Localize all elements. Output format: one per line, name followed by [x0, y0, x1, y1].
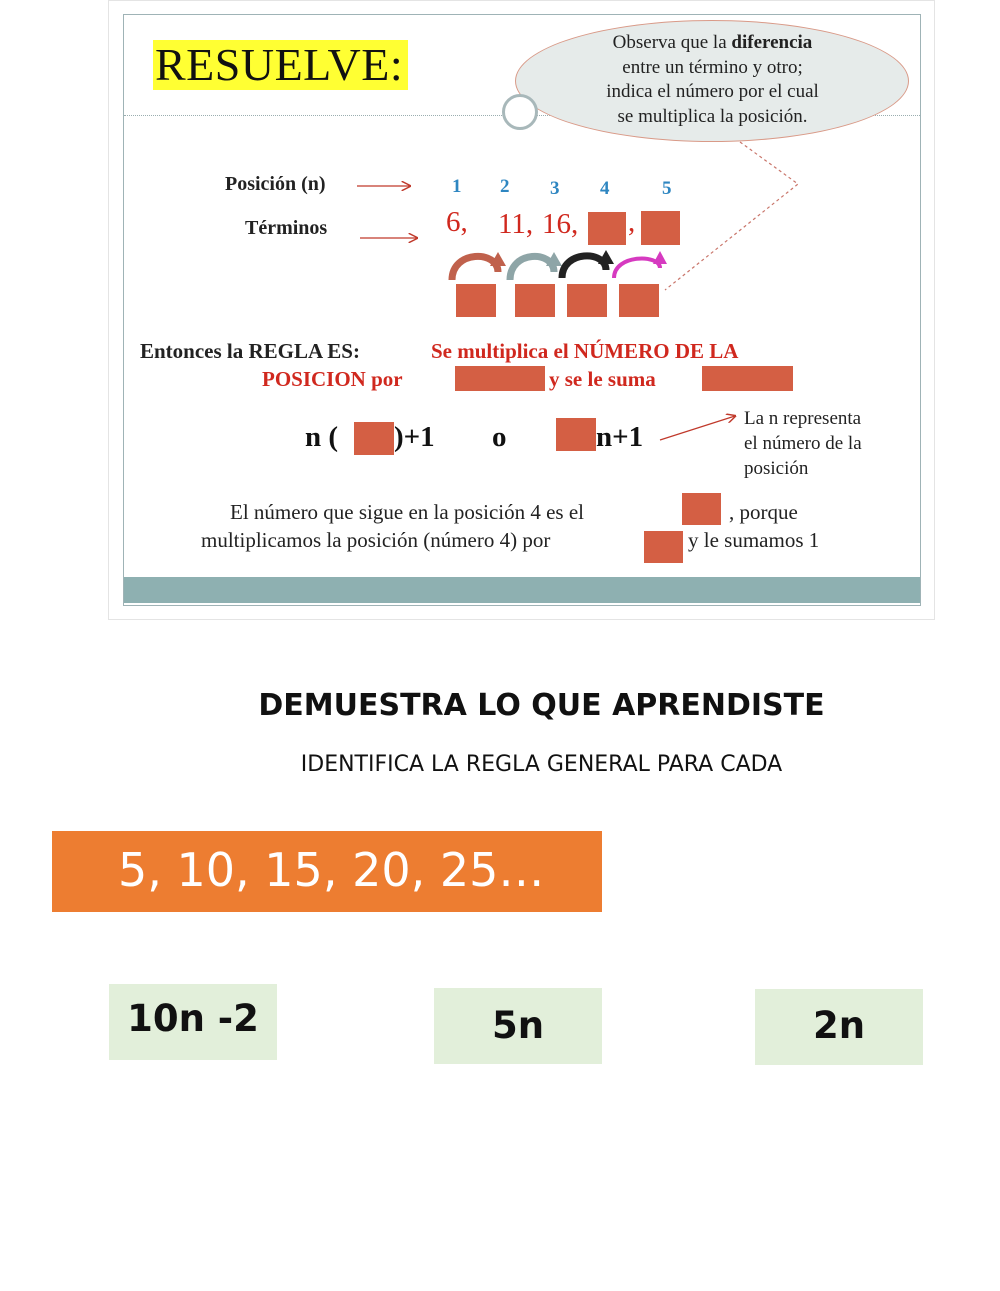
formula-a-left: n (	[305, 421, 339, 453]
rule-text: Se multiplica el NÚMERO DE LA	[431, 339, 739, 363]
position-number: 4	[600, 178, 610, 199]
sequence-text: 5, 10, 15, 20, 25…	[118, 843, 545, 897]
curve-arrow-4	[614, 259, 660, 278]
answer-blank-multiplier[interactable]	[455, 366, 545, 391]
formula-a-right: )+1	[394, 421, 435, 453]
rule-text: POSICION por	[262, 367, 403, 391]
rule-label: Entonces la REGLA ES:	[140, 339, 360, 363]
answer-blank-difference[interactable]	[619, 284, 659, 317]
slide-title: RESUELVE:	[155, 39, 404, 90]
bubble-text: Observa que la diferencia entre un término y otro; indica el número por el cual se multiplica la posición.	[606, 32, 819, 127]
answer-blank-next-term[interactable]	[682, 493, 721, 525]
curve-arrow-2	[510, 256, 554, 280]
term-value: 6,	[446, 206, 468, 238]
section-heading: DEMUESTRA LO QUE APRENDISTE	[258, 688, 825, 723]
answer-blank-term4[interactable]	[588, 212, 626, 245]
sentence-line-2-end: y le sumamos 1	[688, 528, 820, 552]
position-label: Posición (n)	[225, 173, 326, 195]
note-text: La n representa el número de la posición	[744, 408, 862, 479]
sentence-line-1-end: , porque	[729, 500, 798, 524]
terms-label: Términos	[245, 217, 328, 239]
option-5n[interactable]: 5n	[434, 988, 602, 1064]
answer-blank-formula-b[interactable]	[556, 418, 596, 451]
curve-arrow-3	[562, 256, 606, 278]
rule-text: y se le suma	[549, 367, 656, 391]
formula-or: o	[492, 421, 507, 453]
term-value: 16,	[542, 208, 579, 240]
position-number: 3	[550, 178, 560, 199]
answer-blank-difference[interactable]	[456, 284, 496, 317]
formula-b-right: n+1	[596, 421, 644, 453]
answer-blank-addend[interactable]	[702, 366, 793, 391]
diagram-lines	[0, 0, 1000, 620]
answer-blank-difference[interactable]	[515, 284, 555, 317]
position-number: 5	[662, 178, 672, 199]
position-number: 1	[452, 176, 462, 197]
answer-blank-difference[interactable]	[567, 284, 607, 317]
term-comma: ,	[628, 206, 636, 238]
note-arrow	[660, 416, 735, 440]
term-value: 11,	[498, 208, 534, 240]
answer-blank-multiplier-2[interactable]	[644, 531, 683, 563]
sentence-line-2: multiplicamos la posición (número 4) por	[201, 528, 551, 552]
bubble-pointer	[665, 142, 798, 290]
answer-blank-formula-a[interactable]	[354, 422, 394, 455]
option-10n-minus-2[interactable]: 10n -2	[109, 984, 277, 1060]
option-2n[interactable]: 2n	[755, 989, 923, 1065]
sentence-line-1: El número que sigue en la posición 4 es el	[230, 500, 584, 524]
position-number: 2	[500, 176, 510, 197]
answer-blank-term5[interactable]	[641, 211, 680, 245]
section-subheading: IDENTIFICA LA REGLA GENERAL PARA CADA	[300, 752, 783, 777]
curve-arrow-1	[452, 256, 498, 280]
